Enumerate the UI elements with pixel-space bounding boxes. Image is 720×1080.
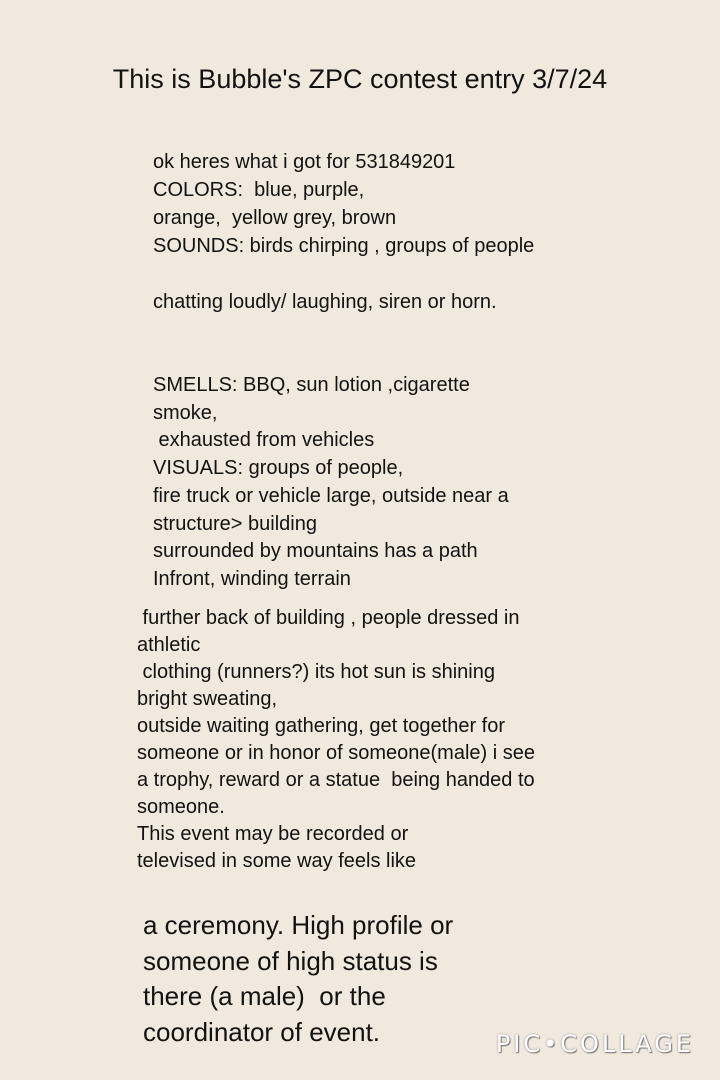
text-line: there (a male) or the bbox=[143, 981, 386, 1011]
text-line: bright sweating, bbox=[137, 688, 278, 710]
text-line: fire truck or vehicle large, outside near a bbox=[153, 484, 509, 507]
text-line: VISUALS: groups of people, bbox=[153, 457, 404, 480]
text-line: This event may be recorded or bbox=[137, 823, 409, 845]
text-line: ok heres what i got for 531849201 bbox=[153, 151, 456, 173]
text-line: athletic bbox=[137, 634, 201, 656]
text-line: chatting loudly/ laughing, siren or horn. bbox=[153, 291, 497, 313]
text-line: coordinator of event. bbox=[143, 1016, 381, 1047]
text-line: someone or in honor of someone(male) i see bbox=[137, 742, 535, 764]
notes-block-event bbox=[137, 605, 535, 875]
page-title: This is Bubble's ZPC contest entry 3/7/24 bbox=[112, 64, 608, 94]
text-line: structure> building bbox=[153, 512, 317, 535]
text-line: Infront, winding terrain bbox=[153, 567, 351, 590]
text-line: someone of high status is bbox=[143, 945, 438, 976]
text-line: a trophy, reward or a statue being handed to bbox=[137, 769, 535, 791]
notes-block-colors-sounds bbox=[153, 148, 534, 316]
text-line: someone. bbox=[137, 796, 225, 818]
text-line: a ceremony. High profile or bbox=[143, 910, 454, 940]
text-line: clothing (runners?) its hot sun is shining bbox=[137, 661, 495, 683]
notes-block-smells-visuals bbox=[153, 372, 509, 594]
text-line: smoke, bbox=[153, 401, 218, 424]
text-line: further back of building , people dressed in bbox=[137, 607, 520, 629]
text-line: SOUNDS: birds chirping , groups of people bbox=[153, 235, 535, 257]
notes-block-ceremony bbox=[143, 908, 453, 1050]
text-line: televised in some way feels like bbox=[137, 850, 417, 872]
text-line: outside waiting gathering, get together for bbox=[137, 715, 506, 737]
text-line: exhausted from vehicles bbox=[153, 429, 375, 452]
text-line: SMELLS: BBQ, sun lotion ,cigarette bbox=[153, 374, 470, 396]
pic-collage-watermark: PIC•COLLAGE bbox=[495, 1030, 694, 1058]
text-line: surrounded by mountains has a path bbox=[153, 540, 478, 563]
text-line: COLORS: blue, purple, bbox=[153, 179, 365, 201]
text-line: orange, yellow grey, brown bbox=[153, 207, 397, 229]
